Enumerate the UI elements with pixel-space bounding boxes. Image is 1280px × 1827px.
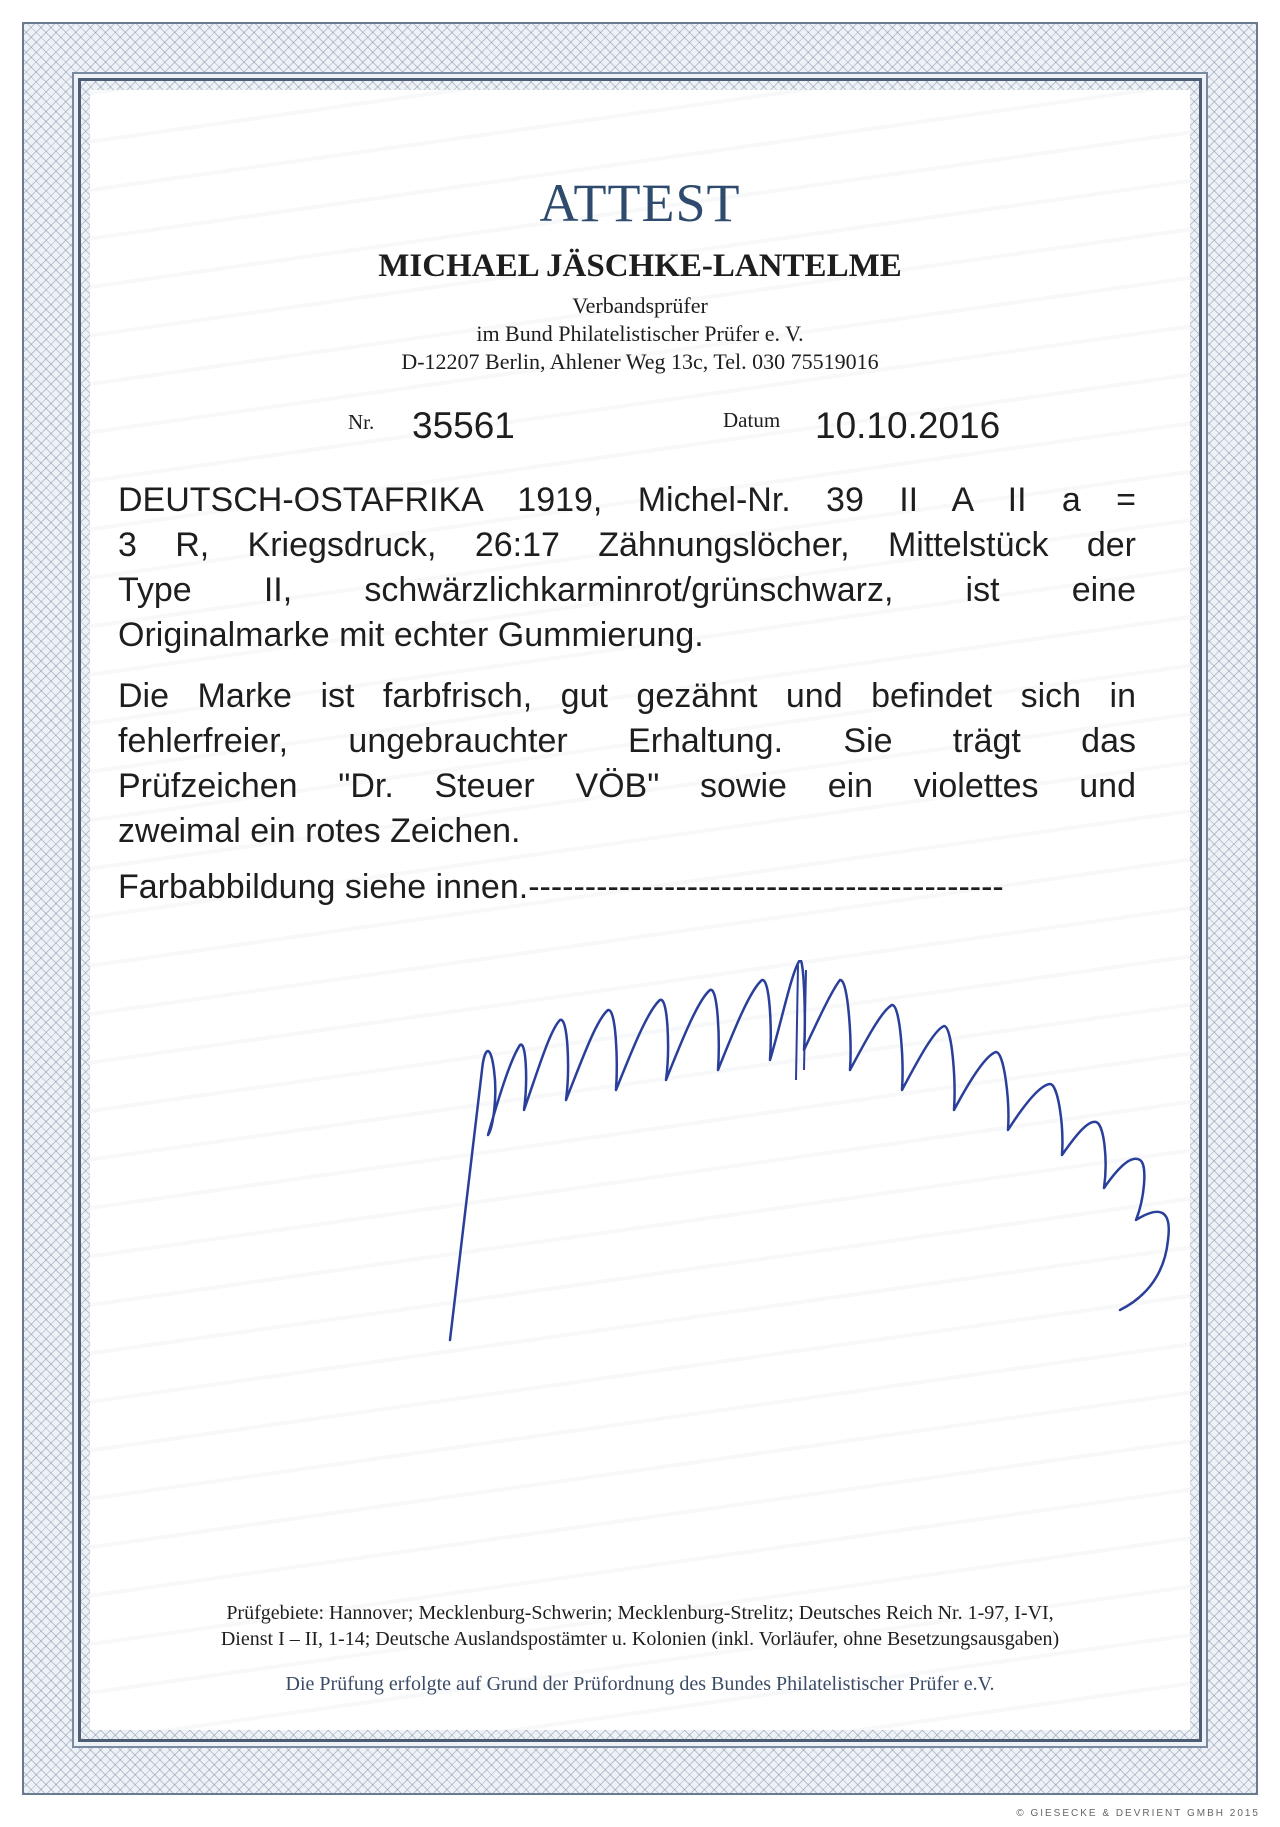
description-line: Type II, schwärzlichkarminrot/grünschwarz, ist eine	[118, 571, 1136, 609]
description-line: Originalmarke mit echter Gummierung.	[118, 616, 704, 654]
examiner-role: Verbandsprüfer	[572, 293, 708, 318]
examination-areas-line-2: Dienst I – II, 1-14; Deutsche Auslandspostämter u. Kolonien (inkl. Vorläufer, ohne Besetzungsausgaben)	[220, 1628, 1060, 1650]
examination-rules-note: Die Prüfung erfolgte auf Grund der Prüfordnung des Bundes Philatelistischer Prüfer e.V.	[285, 1673, 995, 1695]
certificate-number-label: Nr.	[348, 410, 375, 434]
description-line: 3 R, Kriegsdruck, 26:17 Zähnungslöcher, Mittelstück der	[118, 526, 1136, 564]
examiner-name: MICHAEL JÄSCHKE-LANTELME	[378, 248, 902, 284]
description-line: DEUTSCH-OSTAFRIKA 1919, Michel-Nr. 39 II A II a =	[118, 481, 1136, 519]
examiner-signature	[420, 960, 1240, 1420]
certificate-title: ATTEST	[539, 173, 741, 233]
printer-copyright: © GIESECKE & DEVRIENT GMBH 2015	[1016, 1808, 1260, 1819]
condition-line: zweimal ein rotes Zeichen.	[118, 812, 521, 850]
certificate-date-label: Datum	[723, 408, 781, 432]
condition-description	[118, 674, 1136, 854]
condition-line: Die Marke ist farbfrisch, gut gezähnt und befindet sich in	[118, 677, 1136, 715]
certificate-date: 10.10.2016	[815, 405, 1001, 446]
examiner-association: im Bund Philatelistischer Prüfer e. V.	[476, 321, 804, 346]
stamp-description	[118, 478, 1136, 658]
color-image-note: Farbabbildung siehe innen.------------------------------------------	[118, 868, 1004, 906]
certificate-number: 35561	[412, 405, 515, 446]
examiner-address: D-12207 Berlin, Ahlener Weg 13c, Tel. 030 75519016	[401, 349, 879, 374]
condition-line: fehlerfreier, ungebrauchter Erhaltung. Sie trägt das	[118, 722, 1136, 760]
condition-line: Prüfzeichen "Dr. Steuer VÖB" sowie ein violettes und	[118, 767, 1136, 805]
examination-areas-line-1: Prüfgebiete: Hannover; Mecklenburg-Schwerin; Mecklenburg-Strelitz; Deutsches Reich Nr. 1-97, I-VI,	[226, 1602, 1054, 1624]
